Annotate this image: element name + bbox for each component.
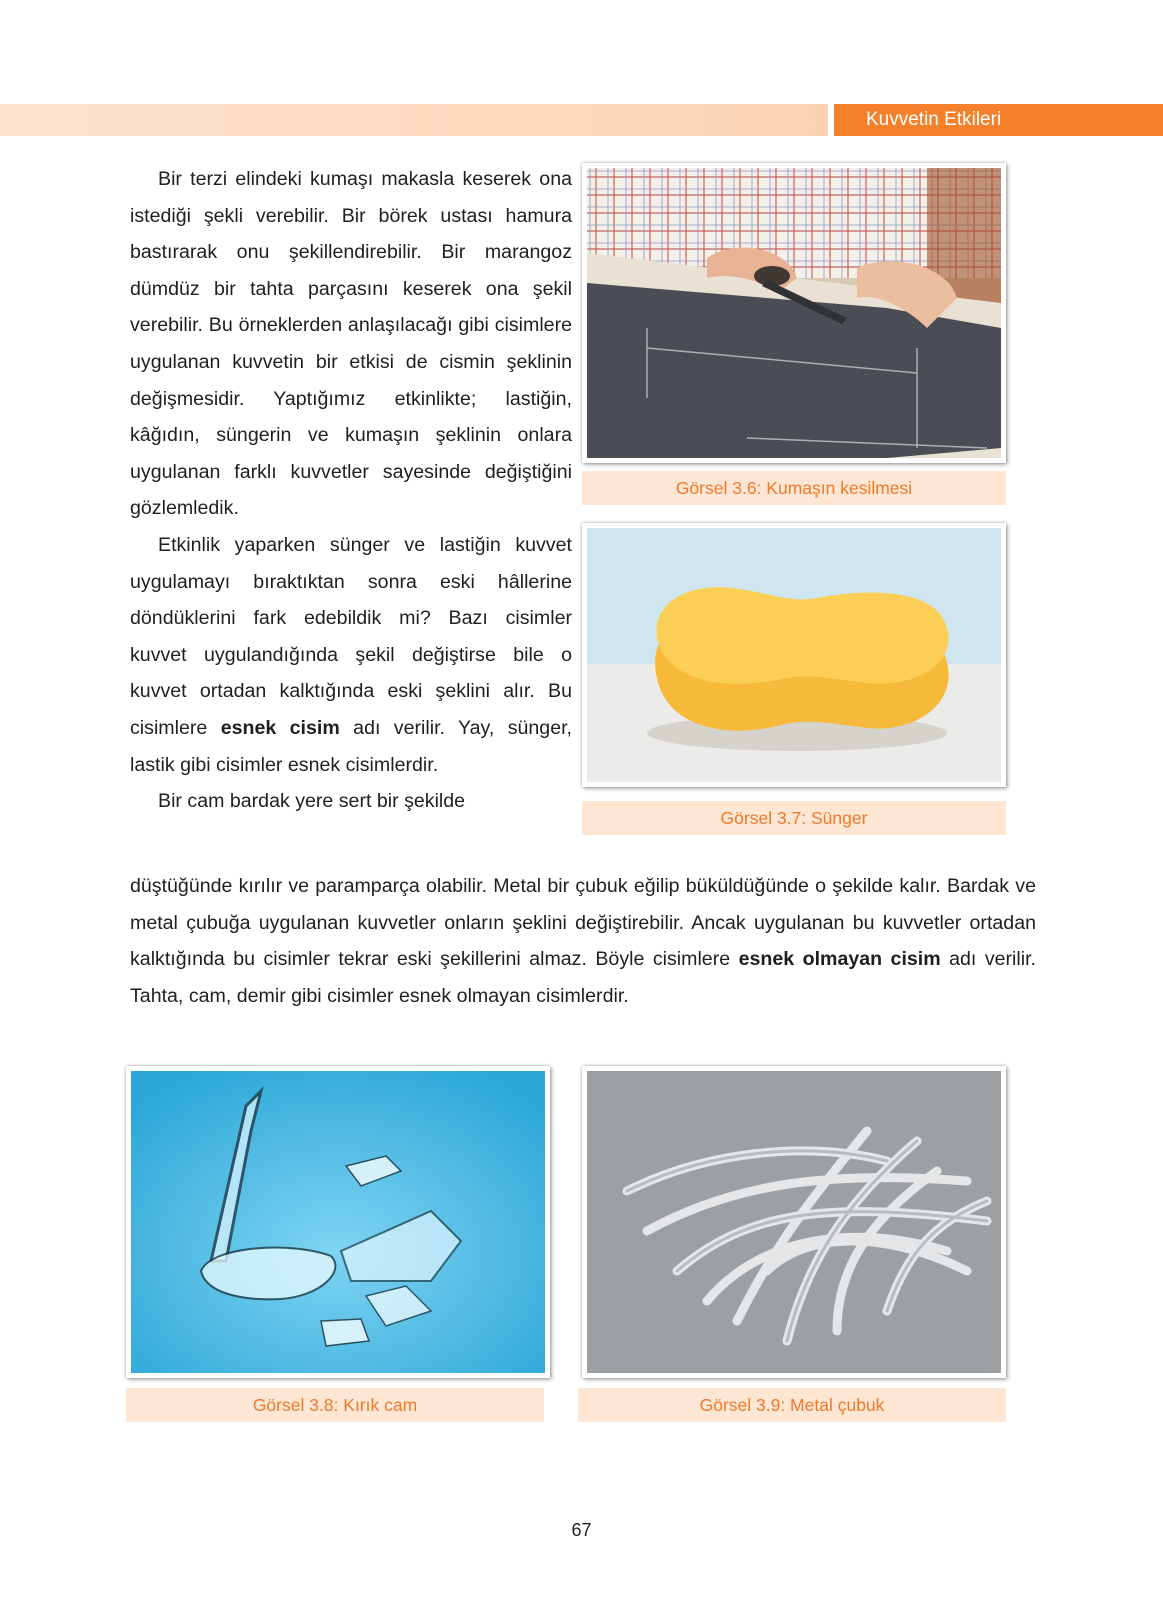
paragraph-3-cont: düştüğünde kırılır ve paramparça olabilir. Metal bir çubuk eğilip büküldüğünde o şekilde kalır. Bardak ve metal çubuğa uygulanan kuvvetler onların şeklini değiştirebilir. Ancak uygulanan bu kuvvetler ortadan kalktığında bu cisimler tekrar eski şekillerini almaz. Böyle cisimlere esnek olmayan cisim adı verilir. Tahta, cam, demir gibi cisimler esnek olmayan cisimlerdir.: [130, 875, 1036, 1007]
broken-glass-illustration: [131, 1071, 545, 1373]
term-esnek-cisim: esnek cisim: [220, 716, 340, 739]
page-number: 67: [571, 1520, 592, 1540]
paragraph-1: Bir terzi elindeki kumaşı makasla keserek ona istediği şekli verebilir. Bir börek ustası hamura bastırarak onu şekillendirebilir. Bir marangoz dümdüz bir tahta parçasını keserek ona şekil verebilir. Bu örneklerden anlaşılacağı gibi cisimlere uygulanan kuvvetin bir etkisi de cismin şeklinin değişmesidir. Yaptığımız etkinlikte; lastiğin, kâğıdın, süngerin ve kumaşın şeklinin onlara uygulanan farklı kuvvetler sayesinde değiştiğini gözlemledik.: [130, 168, 572, 520]
broken-glass-photo: [126, 1066, 550, 1378]
column-text: [130, 161, 572, 820]
sponge-photo: [582, 523, 1006, 787]
caption-fig-3-7: Görsel 3.7: Sünger: [582, 801, 1006, 835]
fabric-cutting-photo: [582, 163, 1006, 463]
caption-fig-3-6: Görsel 3.6: Kumaşın kesilmesi: [582, 471, 1006, 505]
section-title: Kuvvetin Etkileri: [834, 104, 1163, 136]
term-esnek-olmayan-cisim: esnek olmayan cisim: [738, 948, 941, 971]
caption-fig-3-9: Görsel 3.9: Metal çubuk: [578, 1388, 1006, 1422]
caption-fig-3-8: Görsel 3.8: Kırık cam: [126, 1388, 544, 1422]
paragraph-2: Etkinlik yaparken sünger ve lastiğin kuvvet uygulamayı bıraktıktan sonra eski hâllerine döndüklerini fark edebildik mi? Bazı cisimler kuvvet uygulandığında şekil değiştirse bile o kuvvet ortadan kalktığında eski şeklini alır. Bu cisimlere esnek cisim adı verilir. Yay, sünger, lastik gibi cisimler esnek cisimlerdir.: [130, 533, 572, 776]
sponge-illustration: [587, 528, 1001, 782]
fabric-cutting-illustration: [587, 168, 1001, 458]
paragraph-3-start: Bir cam bardak yere sert bir şekilde: [158, 790, 466, 813]
metal-rods-illustration: [587, 1071, 1001, 1373]
metal-rods-photo: [582, 1066, 1006, 1378]
full-width-text: [130, 868, 1036, 1014]
header-band: [0, 104, 828, 136]
